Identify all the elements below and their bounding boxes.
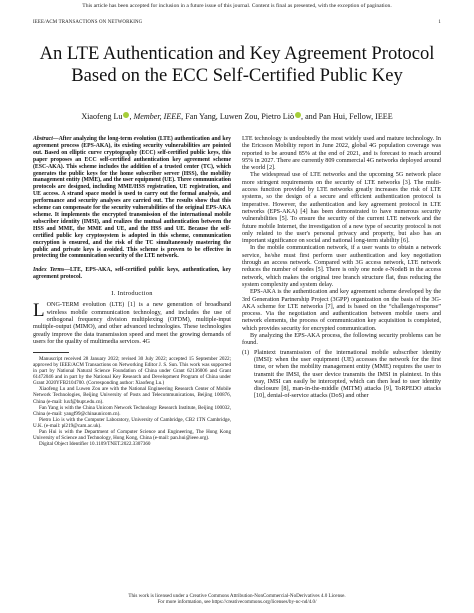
intro-paragraph: [33, 302, 231, 346]
intro-text: ONG-TERM evolution (LTE) [1] is a new generation of broadband wireless mobile communication technology, and includes the use of orthogonal frequency division multiplexing (OFDM), multiple-input multiple-output (MIMO), and other advanced technologies. These technologies greatly improve the data transmission speed and meet the growing demands of users for the quality of multimedia services. 4G: [33, 302, 231, 345]
drop-cap: L: [33, 300, 45, 322]
list-item-text: Plaintext transmission of the international mobile subscriber identity (IMSI): when the user equipment (UE) accesses the network for the first time, or when the mobility management entity (MME) requires the user to transmit the IMSI, the user device transmits the IMSI in plaintext. In this way, IMSI can easily be intercepted, which can then lead to user identity disclosure [8], man-in-the-middle (MITM) attacks [9], ToRPEDO attacks [10], denial-of-service attacks (DoS) and other: [254, 349, 441, 400]
list-number: (1): [242, 349, 250, 356]
footnote: Xiaofeng Lu and Luwen Zou are with the National Engineering Research Center of Mobile Network Technologies, Beijing University of Posts and Telecommunications, Beijing 100876, China (e-mail: luxf@bupt.edu.cn).: [33, 386, 231, 405]
list-item: [242, 350, 441, 401]
acceptance-banner: [0, 3, 474, 10]
body-paragraph: LTE technology is undoubtedly the most widely used and mature technology. In the Ericsson Mobility report in June 2022, global 4G population coverage was reported to be around 85% at the end of 2021, and is forecast to reach around 95% in 2027. There are currently 809 commercial 4G networks deployed around the world [2].: [242, 136, 441, 172]
paper-title: An LTE Authentication and Key Agreement Protocol Based on the ECC Self-Certified Public Key: [39, 43, 435, 87]
right-column: [242, 136, 441, 401]
body-paragraph: By analyzing the EPS-AKA process, the following security problems can be found.: [242, 333, 441, 347]
author-5: , and Pan Hui, Fellow, IEEE: [301, 112, 393, 121]
author-1: Xiaofeng Lu: [81, 112, 123, 121]
footnote: Fan Yang is with the China Unicom Network Technology Research Institute, Beijing 100032, China (e-mail: yangf99@chinaunicom.cn).: [33, 404, 231, 417]
body-paragraph: EPS-AKA is the authentication and key agreement scheme developed by the 3rd Generation Partnership Project (3GPP) organization on the basis of the 3G-AKA scheme for LTE networks [7], and is based on the “challenge/response” process. Via the negotiation and authentication between mobile users and network elements, the process of communication key acquisition is completed, which provides security for encrypted communication.: [242, 289, 441, 332]
banner-text: This article has been accepted for inclusion in a future issue of this journal. Content is final as presented, with the exception of pagination.: [82, 3, 392, 9]
footnote: Pietro Lio is with the Computer Laboratory, University of Cambridge, CB2 1TN Cambridge, U.K. (e-mail: pl219@cam.ac.uk).: [33, 416, 231, 429]
index-terms: [33, 267, 231, 281]
index-terms-lead: Index Terms: [33, 267, 65, 274]
running-header: [33, 20, 441, 25]
footnote: Pan Hui is with the Department of Computer Science and Engineering, The Hong Kong University of Science and Technology, Hong Kong, China (e-mail: pan.hui@ieee.org).: [33, 428, 231, 441]
footnote: Manuscript received 28 January 2022; revised 30 July 2022; accepted 15 September 2022; approved by IEEE/ACM Transactions on Networking Editor J. S. Sun. This work was supported in part by National Natural Science Foundation of China under Grant 62136006 and Grant 61472046 and in part by the National Key Research and Development Program of China under Grant 2020YFB2104700. (Corresponding author: Xiaofeng Lu.): [33, 356, 231, 387]
author-1-role: , Member, IEEE: [129, 112, 182, 121]
section-heading: I. Introduction: [111, 290, 153, 298]
body-paragraph: The widespread use of LTE networks and the upcoming 5G network place more stringent requirements on the security of LTE networks [3]. The multi-access function provided by LTE networks greatly increases the risk of LTE systems, so the design of a secure and efficient authentication protocol is imperative. However, the authentication and key agreement protocol in LTE networks (EPS-AKA) [4] has been demonstrated to have numerous security vulnerabilities [5]. To ensure the security of the current LTE network and the future mobile Internet, the investigation of a new type of security protocol is not only related to the user's personal privacy and property, but also has an important significance on social and national long-term stability [6].: [242, 172, 441, 245]
license-footer: [0, 593, 474, 605]
author-line: [20, 112, 454, 121]
abstract-text: —After analyzing the long-term evolution (LTE) authentication and key agreement process (EPS-AKA), its existing security vulnerabilities are pointed out. Based on elliptic curve cryptography (ECC) self-certified public keys, this paper proposes an ECC self-certified authentication key agreement scheme (ESC-AKA). This scheme includes the addition of a trusted center (TC), which generates the public keys for the home subscriber server (HSS), the mobility management entity (MME), and the user equipment (UE). Three communication protocols are designed, including MME/HSS registration, UE registration, and UE access. A strand space model is used to carry out the formal analysis, and performance and security analyses are carried out. The results show that this scheme can compensate for the security vulnerabilities of the original EPS-AKA scheme. It implements the encrypted transmission of the international mobile subscriber identity (IMSI), and realizes the mutual authentication between the HSS and MME, the MME and UE, and the HSS and UE. Because the self-certified public key cryptosystem is adopted in this scheme, communication encryption is ensured, and the risk of the TC simultaneously mastering the public and private keys is avoided. This scheme is proven to be effective in protecting the communication security of the LTE network.: [33, 136, 231, 260]
abstract: [33, 136, 231, 260]
authors-2-4: , Fan Yang, Luwen Zou, Pietro Liò: [181, 112, 295, 121]
doi-line[interactable]: Digital Object Identifier 10.1109/TNET.2022.3307360: [39, 440, 151, 447]
left-column: [33, 136, 231, 447]
body-paragraph: In the mobile communication network, if a user wants to obtain a network service, he/she must first perform user authentication and key negotiation through an access network. Compared with 3G access network, LTE network reduces the number of nodes [5]. There is only one node e-NodeB in the access network, which makes the original tree branch structure flat, thus reducing the system complexity and system delay.: [242, 245, 441, 288]
index-terms-text: —LTE, EPS-AKA, self-certified public keys, authentication, key agreement protocol.: [33, 267, 231, 281]
license-text: This work is licensed under a Creative Commons Attribution-NonCommercial-NoDerivatives 4.0 License.: [128, 593, 346, 599]
page-number: 1: [438, 20, 441, 25]
license-link[interactable]: For more information, see https://creativecommons.org/licenses/by-nc-nd/4.0/: [157, 599, 317, 606]
footnote-divider: [33, 352, 69, 353]
abstract-lead: Abstract: [33, 136, 53, 142]
journal-name: IEEE/ACM TRANSACTIONS ON NETWORKING: [33, 20, 143, 25]
